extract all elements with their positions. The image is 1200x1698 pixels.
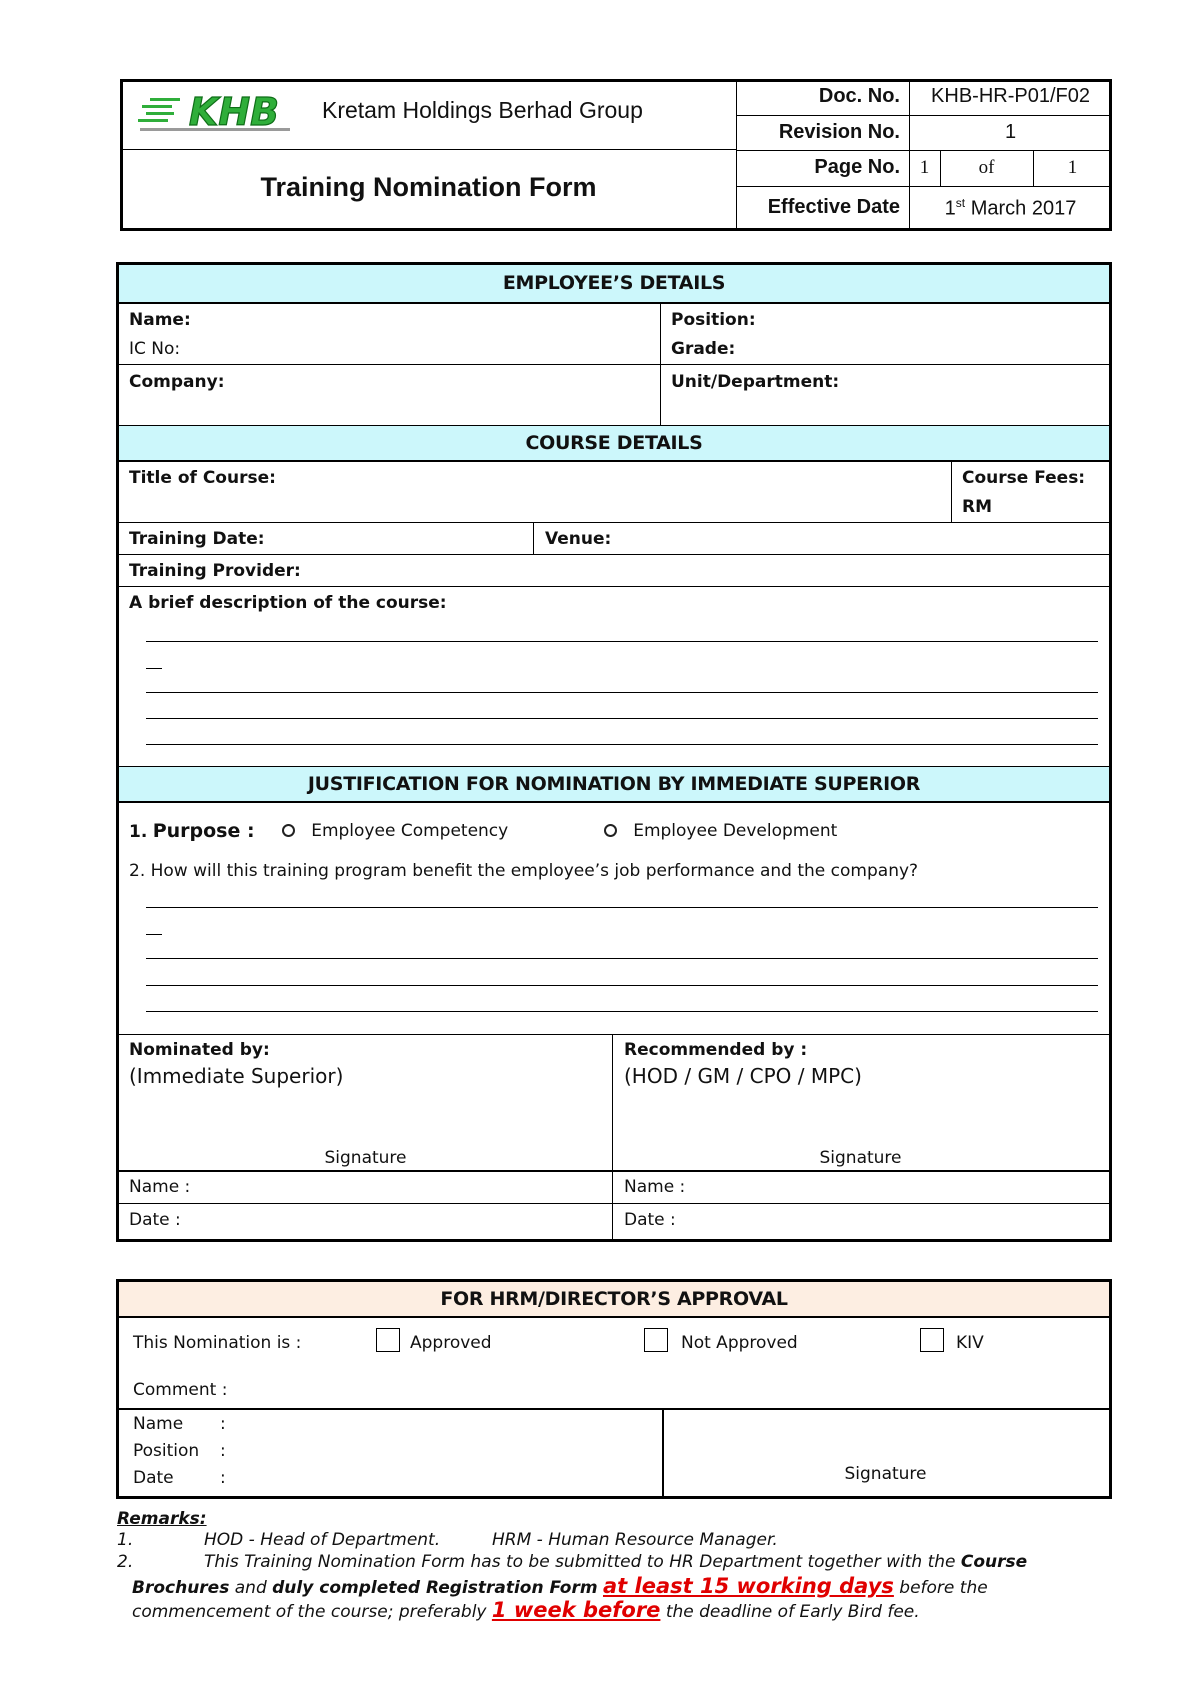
approved-checkbox[interactable]: [376, 1328, 400, 1352]
effective-month-year: March 2017: [970, 197, 1077, 220]
effective-suffix: st: [955, 196, 966, 210]
write-line[interactable]: [146, 907, 1098, 908]
divider: [119, 1170, 1109, 1172]
remark-number: 1.: [117, 1530, 134, 1550]
doc-no-value: KHB-HR-P01/F02: [931, 85, 1090, 107]
approver-signature[interactable]: Signature: [844, 1464, 927, 1484]
radio-icon[interactable]: [604, 824, 617, 837]
divider: [612, 1034, 613, 1240]
training-date-label: Training Date:: [129, 529, 265, 549]
remark-text: and: [229, 1578, 273, 1598]
recommended-by-sub: (HOD / GM / CPO / MPC): [624, 1064, 862, 1088]
header-divider: [736, 115, 1110, 116]
header-divider: [736, 150, 1110, 151]
remark-text: commencement of the course; preferably: [132, 1602, 492, 1622]
remark-number: 2.: [117, 1552, 134, 1572]
nominated-by-label: Nominated by:: [129, 1040, 270, 1060]
nomination-is-label: This Nomination is :: [133, 1333, 302, 1353]
not-approved-checkbox[interactable]: [644, 1328, 668, 1352]
venue-label: Venue:: [545, 529, 612, 549]
recommender-name-label: Name :: [624, 1177, 686, 1197]
unit-department-label: Unit/Department:: [671, 372, 840, 392]
colon: :: [220, 1441, 226, 1461]
effective-date-value: [909, 196, 1112, 221]
justification-heading: JUSTIFICATION FOR NOMINATION BY IMMEDIATE SUPERIOR: [119, 767, 1109, 803]
effective-date-label: Effective Date: [767, 196, 900, 218]
remark-hod: HOD - Head of Department.: [204, 1530, 441, 1550]
option-development[interactable]: [604, 821, 837, 841]
write-line[interactable]: [146, 744, 1098, 745]
nominator-date-label: Date :: [129, 1210, 181, 1230]
recommender-signature[interactable]: Signature: [819, 1148, 902, 1168]
divider: [533, 522, 534, 554]
svg-text:KHB: KHB: [188, 90, 280, 134]
write-line[interactable]: [146, 934, 162, 935]
write-line[interactable]: [146, 668, 162, 669]
option-competency[interactable]: [282, 821, 508, 841]
remarks-title: Remarks:: [117, 1509, 207, 1529]
recommender-date-label: Date :: [624, 1210, 676, 1230]
write-line[interactable]: [146, 718, 1098, 719]
purpose-row: [129, 820, 255, 842]
course-fees-label: Course Fees:: [962, 468, 1086, 488]
divider: [119, 586, 1109, 587]
company-name: Kretam Holdings Berhad Group: [322, 97, 643, 123]
page-of: of: [978, 157, 995, 178]
name-label: Name:: [129, 310, 191, 330]
write-line[interactable]: [146, 985, 1098, 986]
approved-label: Approved: [410, 1333, 492, 1353]
approver-position-label: Position: [133, 1441, 200, 1461]
recommended-by-label: Recommended by :: [624, 1040, 808, 1060]
divider: [119, 554, 1109, 555]
revision-value: 1: [1004, 121, 1017, 143]
remark-emphasis: Brochures: [132, 1578, 230, 1598]
write-line[interactable]: [146, 641, 1098, 642]
nominator-signature[interactable]: Signature: [324, 1148, 407, 1168]
course-title-label: Title of Course:: [129, 468, 276, 488]
revision-label: Revision No.: [778, 121, 900, 143]
effective-day: 1: [944, 197, 956, 220]
employee-details-heading: EMPLOYEE’S DETAILS: [119, 265, 1109, 304]
divider: [119, 1203, 1109, 1204]
approver-name-label: Name: [133, 1414, 184, 1434]
kiv-checkbox[interactable]: [920, 1328, 944, 1352]
option-competency-label: Employee Competency: [311, 821, 509, 841]
purpose-label: Purpose :: [152, 820, 255, 842]
divider: [119, 364, 1109, 365]
remark-emphasis: duly completed Registration Form: [272, 1578, 598, 1598]
purpose-number: 1.: [129, 822, 148, 842]
remark-emphasis: Course: [960, 1552, 1028, 1572]
remark-text: the deadline of Early Bird fee.: [660, 1602, 920, 1622]
header-divider: [121, 149, 736, 150]
remark-text: This Training Nomination Form has to be submitted to HR Department together with the: [204, 1552, 961, 1572]
nominator-name-label: Name :: [129, 1177, 191, 1197]
approver-date-label: Date: [133, 1468, 174, 1488]
write-line[interactable]: [146, 1011, 1098, 1012]
write-line[interactable]: [146, 958, 1098, 959]
course-description-label: A brief description of the course:: [129, 593, 447, 613]
radio-icon[interactable]: [282, 824, 295, 837]
ic-no-label: IC No:: [129, 339, 181, 359]
not-approved-label: Not Approved: [681, 1333, 798, 1353]
divider: [119, 1034, 1109, 1035]
doc-no-label: Doc. No.: [818, 85, 900, 107]
remark-deadline: at least 15 working days: [602, 1574, 894, 1598]
approval-heading: FOR HRM/DIRECTOR’S APPROVAL: [119, 1282, 1109, 1318]
page-no-label: Page No.: [814, 156, 900, 178]
remark-early-bird: 1 week before: [491, 1598, 661, 1622]
form-title: Training Nomination Form: [260, 172, 597, 202]
remark-line-4: [132, 1598, 920, 1622]
remark-text: before the: [893, 1578, 988, 1598]
course-details-heading: COURSE DETAILS: [119, 426, 1109, 462]
divider: [119, 522, 1109, 523]
nominated-by-sub: (Immediate Superior): [129, 1064, 344, 1088]
course-fees-currency: RM: [962, 497, 993, 517]
company-label: Company:: [129, 372, 225, 392]
remark-hrm: HRM - Human Resource Manager.: [492, 1530, 778, 1550]
page-total: 1: [1067, 157, 1078, 178]
option-development-label: Employee Development: [633, 821, 838, 841]
position-label: Position:: [671, 310, 756, 330]
remark-line-2: [204, 1552, 1027, 1572]
divider: [951, 462, 952, 522]
colon: :: [220, 1468, 226, 1488]
comment-label: Comment :: [133, 1380, 228, 1400]
colon: :: [220, 1414, 226, 1434]
remark-line-3: [132, 1574, 988, 1598]
kiv-label: KIV: [956, 1333, 984, 1353]
header-divider: [736, 186, 1110, 187]
training-provider-label: Training Provider:: [129, 561, 301, 581]
divider: [119, 1408, 1109, 1410]
page-current: 1: [919, 157, 930, 178]
main-form: [116, 262, 1112, 1242]
khb-logo: [136, 88, 296, 140]
benefit-question: 2. How will this training program benefit the employee’s job performance and the company?: [129, 861, 919, 881]
write-line[interactable]: [146, 692, 1098, 693]
grade-label: Grade:: [671, 339, 736, 359]
